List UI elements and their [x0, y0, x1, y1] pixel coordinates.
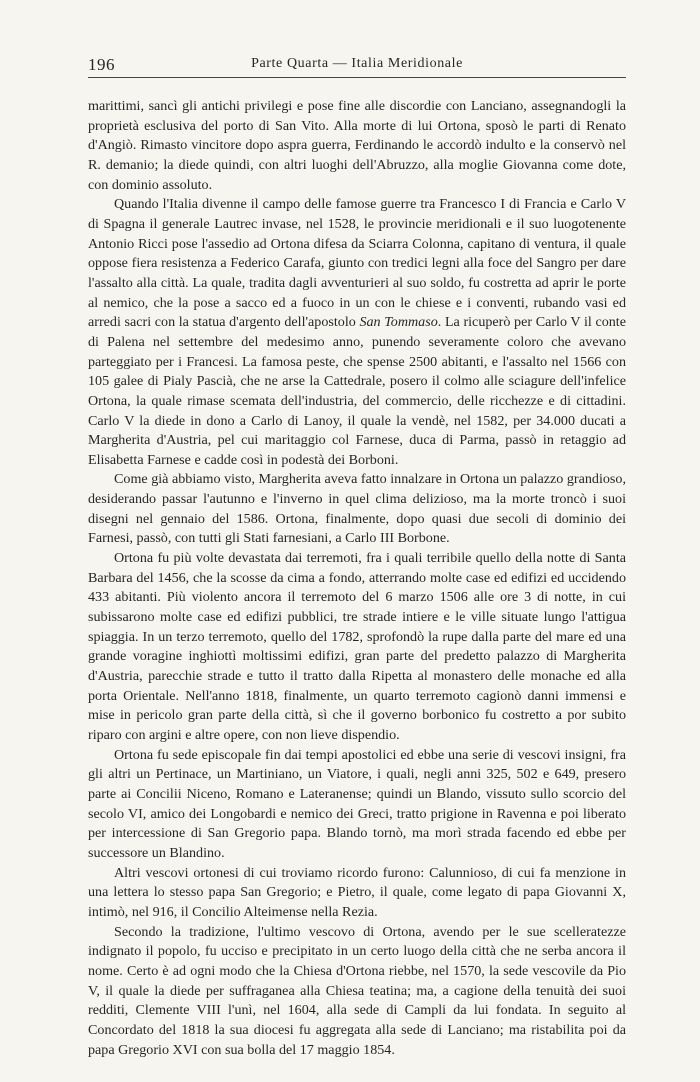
paragraph-4: Ortona fu più volte devastata dai terremoti, fra i quali terribile quello della notte di Santa Barbara del 1456, che la scosse da cima a fondo, atterrando molte case ed edifizi ed uccidendo 433 abitanti. Più violento ancora il terremoto del 6 marzo 1506 alle ore 3 di notte, in cui subissarono molte case ed edifizi pubblici, tre strade intiere e le ville situate lungo l'attigua spiaggia. In un terzo terremoto, quello del 1782, sprofondò la rupe dalla parte del mare ed una grande voragine inghiottì moltissimi edifizi, gran parte del predetto palazzo di Margherita d'Austria, parecchie strade e tutto il tratto dalla Ripetta al monastero delle monache ed alla porta Orientale. Nell'anno 1818, finalmente, un quarto terremoto cagionò danni immensi e mise in pericolo gran parte della città, sì che il governo borbonico fu costretto a por subito riparo con argini e altre opere, con non lieve dispendio.: [88, 550, 626, 743]
paragraph-7: Secondo la tradizione, l'ultimo vescovo di Ortona, avendo per le sue scelleratezze indignato il popolo, fu ucciso e precipitato in un certo luogo della città che ne serba ancora il nome. Certo è ad ogni modo che la Chiesa d'Ortona riebbe, nel 1570, la sede vescovile da Pio V, il quale la diede per suffraganea alla Chiesa teatina; ma, a cagione della tenuità dei suoi redditi, Clemente VIII l'unì, nel 1604, alla sede di Campli da lui fondata. In seguito al Concordato del 1818 la sua diocesi fu aggregata alla sede di Lanciano; ma ristabilita poi da papa Gregorio XVI con sua bolla del 17 maggio 1854.: [88, 923, 626, 1058]
running-head: Parte Quarta — Italia Meridionale: [251, 56, 463, 71]
italic-name: San Tommaso: [359, 314, 438, 331]
paragraph-5: Ortona fu sede episcopale fin dai tempi apostolici ed ebbe una serie di vescovi insigni, fra gli altri un Pertinace, un Martiniano, un Viatore, i quali, negli anni 325, 502 e 649, presero parte ai Concilii Niceno, Romano e Lateranense; quindi un Blando, vissuto sullo scorcio del secolo VI, amico dei Longobardi e nemico dei Greci, tratto prigione in Ravenna e poi liberato per intercessione di San Gregorio papa. Blando tornò, ma morì strada facendo ed ebbe per successore un Blandino.: [88, 746, 626, 861]
body-text: [88, 97, 626, 1060]
paragraph-3: Come già abbiamo visto, Margherita aveva fatto innalzare in Ortona un palazzo grandioso, desiderando passar l'autunno e l'inverno in quel clima delizioso, ma la morte troncò i suoi disegni nel gennaio del 1586. Ortona, finalmente, dopo quasi due secoli di dominio dei Farnesi, passò, con tutti gli Stati farnesiani, a Carlo III Borbone.: [88, 471, 626, 547]
paragraph-6: Altri vescovi ortonesi di cui troviamo ricordo furono: Calunnioso, di cui fa menzione in una lettera lo stesso papa San Gregorio; e Pietro, il quale, come legato di papa Giovanni X, intimò, nel 916, il Concilio Alteimense nella Rezia.: [88, 864, 626, 920]
paragraph-2: Quando l'Italia divenne il campo delle famose guerre tra Francesco I di Francia e Carlo V di Spagna il generale Lautrec invase, nel 1528, le provincie meridionali e il suo luogotenente Antonio Ricci pose l'assedio ad Ortona difesa da Sciarra Colonna, capitano di ventura, il quale oppose fiera resistenza a Federico Carafa, giunto con tredici legni alla foce del Sangro per dare l'assalto alla città. La quale, tradita dagli avventurieri al suo soldo, fu costretta ad aprir le porte al nemico, che la pose a sacco ed a fuoco in un con le chiese e i conventi, rubando vasi ed arredi sacri con la statua d'argento dell'apostolo San Tommaso. La ricuperò per Carlo V il conte di Palena nel settembre del medesimo anno, punendo severamente coloro che avevano parteggiato per i Francesi. La famosa peste, che spense 2500 abitanti, e l'assalto nel 1566 con 105 galee di Pialy Pascià, che ne arse la Cattedrale, posero il colmo alle sciagure dell'infelice Ortona, la quale rimase scemata dell'industria, del commercio, delle ricchezze e di cittadini. Carlo V la diede in dono a Carlo di Lanoy, il quale la vendè, nel 1582, per 34.000 ducati a Margherita d'Austria, pel cui maritaggio col Farnese, duca di Parma, passò in retaggio ad Elisabetta Farnese e cadde così in podestà dei Borboni.: [88, 196, 626, 468]
page-header: [88, 55, 626, 78]
page-number: 196: [88, 55, 115, 74]
paragraph-1: marittimi, sancì gli antichi privilegi e pose fine alle discordie con Lanciano, assegnandogli la proprietà esclusiva del porto di San Vito. Alla morte di lui Ortona, sposò le parti di Renato d'Angiò. Rimasto vincitore dopo aspra guerra, Ferdinando le accordò indulto e la conservò nel R. demanio; la diede quindi, con altri luoghi dell'Abruzzo, alla moglie Giovanna come dote, con dominio assoluto.: [88, 98, 626, 193]
